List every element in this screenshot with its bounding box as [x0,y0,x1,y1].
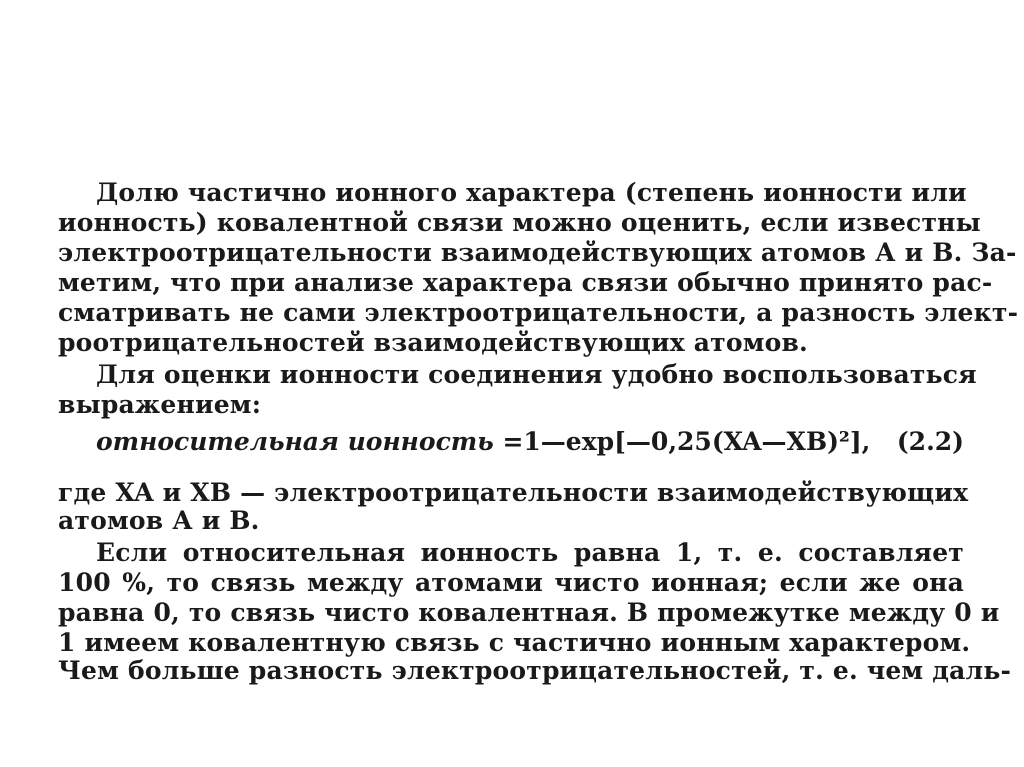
text-line: выражением: [58,390,262,419]
text-line: Чем больше разность электроотрицательностей, т. е. чем даль- [58,656,1012,685]
text-line: Если относительная ионность равна 1, т. е. составляет [96,538,964,567]
text-line: сматривать не сами электроотрицательности, а разность элект- [58,298,1019,327]
equation-lhs: относительная ионность [96,427,494,456]
equation-number: (2.2) [896,427,964,456]
text-line: Долю частично ионного характера (степень ионности или [96,178,967,207]
text-line: атомов А и В. [58,506,260,535]
equation [96,426,964,458]
text-line: роотрицательностей взаимодействующих атомов. [58,328,808,357]
text-line: метим, что при анализе характера связи обычно принято рас- [58,268,993,297]
text-line: равна 0, то связь чисто ковалентная. В промежутке между 0 и [58,598,1000,627]
text-line: 1 имеем ковалентную связь с частично ионным характером. [58,628,971,657]
text-line: ионность) ковалентной связи можно оценить, если известны [58,208,981,237]
equation-rhs: =1—exp[—0,25(XA—XB)²], [502,427,871,456]
text-line: электроотрицательности взаимодействующих атомов А и В. За- [58,238,1017,267]
text-line: Для оценки ионности соединения удобно воспользоваться [96,360,977,389]
text-line: 100 %, то связь между атомами чисто ионная; если же она [58,568,964,597]
text-line: где XA и XB — электроотрицательности взаимодействующих [58,478,969,507]
